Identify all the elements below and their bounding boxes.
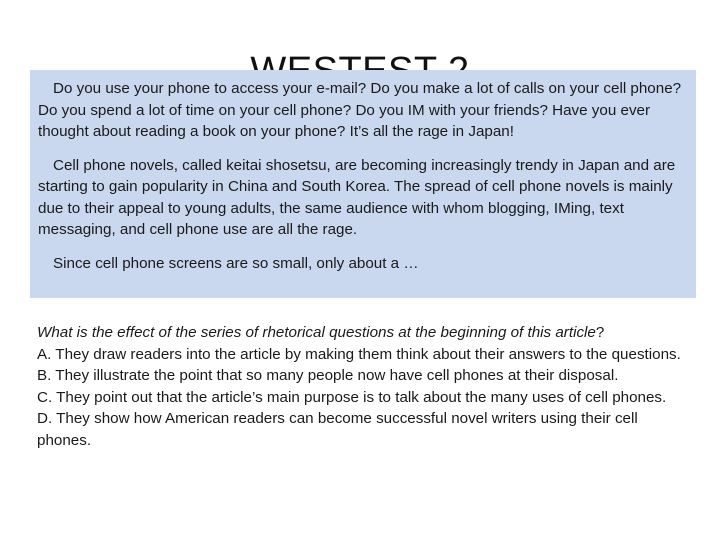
passage-paragraph-1: Do you use your phone to access your e-mail? Do you make a lot of calls on your cell phone? Do you spend a lot of time on your cell phone? Do you IM with your friends? Have you ever thought about reading a book on your phone? It’s all the rage in Japan! bbox=[38, 80, 682, 140]
passage-paragraph-3: Since cell phone screens are so small, only about a … bbox=[53, 254, 419, 272]
question-stem bbox=[37, 322, 692, 344]
answer-choice-b[interactable]: B. They illustrate the point that so many people now have cell phones at their disposal. bbox=[37, 367, 619, 384]
reading-passage bbox=[30, 70, 696, 298]
question-mark: ? bbox=[595, 324, 605, 341]
passage-paragraph-2: Cell phone novels, called keitai shosetsu, are becoming increasingly trendy in Japan and are starting to gain popularity in China and South Korea. The spread of cell phone novels is mainly due to their appeal to young adults, the same audience with whom blogging, IMing, text messaging, and cell phone use are all the rage. bbox=[38, 156, 676, 238]
question-stem-text: What is the effect of the series of rhetorical questions at the beginning of this article bbox=[37, 324, 596, 341]
answer-choice-d[interactable]: D. They show how American readers can become successful novel writers using their cell phones. bbox=[37, 410, 638, 449]
question-block bbox=[37, 322, 692, 451]
answer-choice-a[interactable]: A. They draw readers into the article by making them think about their answers to the questions. bbox=[37, 345, 681, 363]
answer-choice-c[interactable]: C. They point out that the article’s main purpose is to talk about the many uses of cell phones. bbox=[37, 388, 667, 406]
